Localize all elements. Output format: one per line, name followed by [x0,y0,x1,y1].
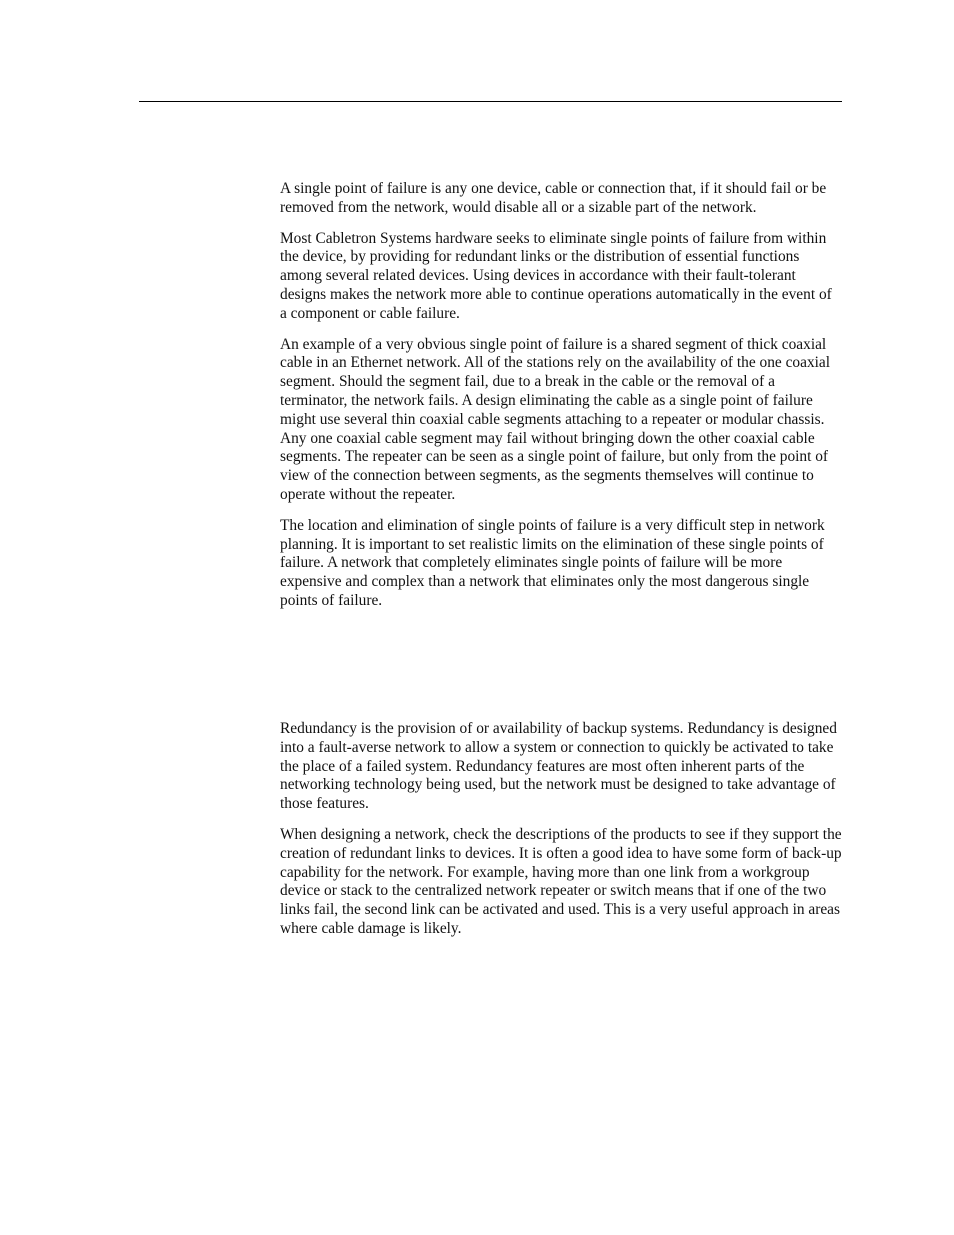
body-paragraph: When designing a network, check the descriptions of the products to see if they support the creation of redundant links to devices. It is often a good idea to have some form of back-up capability for the network. For example, having more than one link from a workgroup device or stack to the centralized network repeater or switch means that if one of the two links fail, the second link can be activated and used. This is a very useful approach in areas where cable damage is likely. [280,825,842,937]
single-points-of-failure-section [280,180,842,623]
body-paragraph: A single point of failure is any one device, cable or connection that, if it should fail or be removed from the network, would disable all or a sizable part of the network. [280,180,827,216]
header-rule [139,101,842,102]
body-paragraph: Redundancy is the provision of or availability of backup systems. Redundancy is designed into a fault-averse network to allow a system or connection to quickly be activated to take the place of a failed system. Redundancy features are most often inherent parts of the networking technology being used, but the network must be designed to take advantage of those features. [280,720,837,813]
redundancy-section [280,720,842,951]
body-paragraph: The location and elimination of single points of failure is a very difficult step in network planning. It is important to set realistic limits on the elimination of these single points of failure. A network that completely eliminates single points of failure will be more expensive and complex than a network that eliminates only the most dangerous single points of failure. [280,516,825,609]
body-paragraph: Most Cabletron Systems hardware seeks to eliminate single points of failure from within the device, by providing for redundant links or the distribution of essential functions among several related devices. Using devices in accordance with their fault-tolerant designs makes the network more able to continue operations automatically in the event of a component or cable failure. [280,229,832,322]
body-paragraph: An example of a very obvious single point of failure is a shared segment of thick coaxial cable in an Ethernet network. All of the stations rely on the availability of the one coaxial segment. Should the segment fail, due to a break in the cable or the removal of a terminator, the network fails. A design eliminating the cable as a single point of failure might use several thin coaxial cable segments attaching to a repeater or modular chassis. Any one coaxial cable segment may fail without bringing down the other coaxial cable segments. The repeater can be seen as a single point of failure, but only from the point of view of the connection between segments, as the segments themselves will continue to operate without the repeater. [280,335,831,503]
